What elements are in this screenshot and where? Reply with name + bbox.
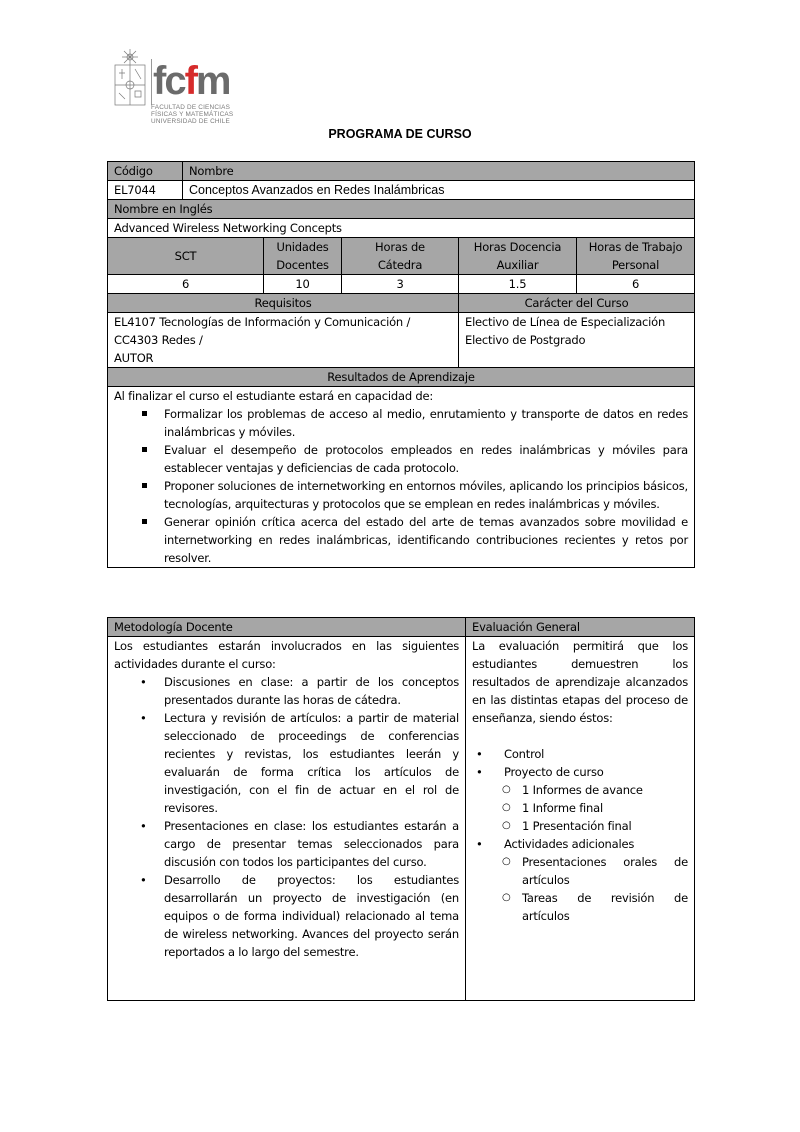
credits-header-row: [108, 238, 695, 275]
outcomes-intro: Al finalizar el curso el estudiante estará en capacidad de:: [114, 389, 434, 403]
logo-divider: [151, 59, 152, 105]
credits-header-auxiliar: Horas Docencia Auxiliar: [459, 238, 577, 275]
bullet-icon: •: [140, 675, 147, 689]
evaluation-subitem: ○ Presentaciones orales de artículos: [502, 855, 688, 887]
bullet-icon: •: [476, 747, 483, 761]
code-name-header-row: [108, 162, 695, 181]
credits-value-catedra: 3: [342, 275, 459, 294]
bullet-icon: •: [140, 873, 147, 887]
credits-value-unidades: 10: [264, 275, 342, 294]
outcomes-list: [114, 405, 688, 567]
credits-values-row: [108, 275, 695, 294]
page-title: PROGRAMA DE CURSO: [328, 127, 472, 141]
outcome-item: Evaluar el desempeño de protocolos empleados en redes inalámbricas y móviles para establecer ventajas y deficiencias de cada protocolo.: [164, 443, 688, 475]
methodology-item: • Desarrollo de proyectos: los estudiantes desarrollarán un proyecto de investigación (en equipos o de forma individual) relacionado al tema de wireless networking. Avances del proyecto serán reportados a lo largo del semestre.: [140, 873, 459, 959]
credits-value-auxiliar: 1.5: [459, 275, 577, 294]
methodology-item: • Lectura y revisión de artículos: a partir de material seleccionado de proceedings de conferencias recientes y revistas, los estudiantes leerán y evaluarán de forma crítica los artículos de investigación, con el fin de actuar en el rol de revisores.: [140, 711, 459, 815]
requisites: [108, 313, 459, 368]
evaluation-subitem: ○ Tareas de revisión de artículos: [502, 891, 688, 923]
evaluation-subitem: ○ 1 Presentación final: [502, 819, 632, 833]
methodology-item: • Discusiones en clase: a partir de los conceptos presentados durante las horas de cátedra.: [140, 675, 459, 707]
evaluation-item: • Proyecto de curso ○ 1 Informes de avance ○ 1 Informe final ○ 1 Presentación final: [504, 763, 688, 835]
logo-faculty-text: FACULTAD DE CIENCIAS FÍSICAS Y MATEMÁTICAS UNIVERSIDAD DE CHILE: [151, 104, 234, 125]
methodology-evaluation-table: [107, 617, 695, 1001]
bullet-icon: •: [476, 765, 483, 779]
credits-value-sct: 6: [108, 275, 264, 294]
methodology-item: • Presentaciones en clase: los estudiantes estarán a cargo de presentar temas seleccionados para discusión con todos los participantes del curso.: [140, 819, 459, 869]
credits-header-unidades: Unidades Docentes: [264, 238, 342, 275]
character-label: Carácter del Curso: [459, 294, 695, 313]
credits-header-personal: Horas de Trabajo Personal: [577, 238, 695, 275]
outcome-item: Formalizar los problemas de acceso al medio, enrutamiento y transporte de datos en redes inalámbricas y móviles.: [164, 407, 688, 439]
university-crest-icon: [113, 47, 147, 107]
evaluation-sublist: [504, 781, 688, 835]
methodology-intro: Los estudiantes estarán involucrados en las siguientes actividades durante el curso:: [114, 639, 459, 671]
code-label: Código: [108, 162, 183, 181]
methodology-content: [108, 637, 466, 1001]
name-label: Nombre: [183, 162, 695, 181]
evaluation-sublist: [504, 853, 688, 925]
circle-bullet-icon: ○: [502, 856, 511, 867]
learning-outcomes: [108, 387, 695, 568]
circle-bullet-icon: ○: [502, 820, 511, 831]
bullet-icon: •: [476, 837, 483, 851]
circle-bullet-icon: ○: [502, 784, 511, 795]
methodology-list: [114, 673, 459, 961]
course-character: [459, 313, 695, 368]
course-info-table: [107, 161, 695, 568]
requisites-label: Requisitos: [108, 294, 459, 313]
character-item: Electivo de Postgrado: [465, 333, 586, 347]
requisite-item: CC4303 Redes /: [114, 333, 203, 347]
evaluation-intro: La evaluación permitirá que los estudiantes demuestren los resultados de aprendizaje alcanzados en las distintas etapas del proceso de enseñanza, siendo éstos:: [472, 639, 688, 725]
credits-header-catedra: Horas de Cátedra: [342, 238, 459, 275]
evaluation-content: [466, 637, 695, 1001]
outcome-item: Proponer soluciones de internetworking en entornos móviles, aplicando los principios básicos, tecnologías, arquitecturas y protocolos que se emplean en redes inalámbricas y móviles.: [164, 479, 688, 511]
english-name-label: Nombre en Inglés: [108, 200, 695, 219]
evaluation-list: [472, 745, 688, 925]
methodology-label: Metodología Docente: [108, 618, 466, 637]
course-name: Conceptos Avanzados en Redes Inalámbricas: [183, 181, 695, 200]
evaluation-subitem: ○ 1 Informes de avance: [502, 783, 643, 797]
credits-header-sct: SCT: [108, 238, 264, 275]
circle-bullet-icon: ○: [502, 892, 511, 903]
evaluation-item: • Control: [476, 747, 545, 761]
evaluation-subitem: ○ 1 Informe final: [502, 801, 603, 815]
evaluation-label: Evaluación General: [466, 618, 695, 637]
code-name-row: [108, 181, 695, 200]
fcfm-logo: [113, 47, 243, 132]
character-item: Electivo de Línea de Especialización: [465, 315, 666, 329]
logo-wordmark: fcfm: [153, 59, 230, 103]
bullet-icon: •: [140, 711, 147, 725]
evaluation-item: • Actividades adicionales ○ Presentaciones orales de artículos ○ Tareas de revisión de artículos: [476, 837, 688, 923]
requisite-item: EL4107 Tecnologías de Información y Comunicación /: [114, 315, 411, 329]
bullet-icon: •: [140, 819, 147, 833]
english-name: Advanced Wireless Networking Concepts: [108, 219, 695, 238]
outcome-item: Generar opinión crítica acerca del estado del arte de temas avanzados sobre movilidad e internetworking en redes inalámbricas, identificando contribuciones recientes y retos por resolver.: [164, 515, 688, 565]
circle-bullet-icon: ○: [502, 802, 511, 813]
credits-value-personal: 6: [577, 275, 695, 294]
requisite-item: AUTOR: [114, 351, 154, 365]
course-code: EL7044: [108, 181, 183, 200]
outcomes-label: Resultados de Aprendizaje: [108, 368, 695, 387]
